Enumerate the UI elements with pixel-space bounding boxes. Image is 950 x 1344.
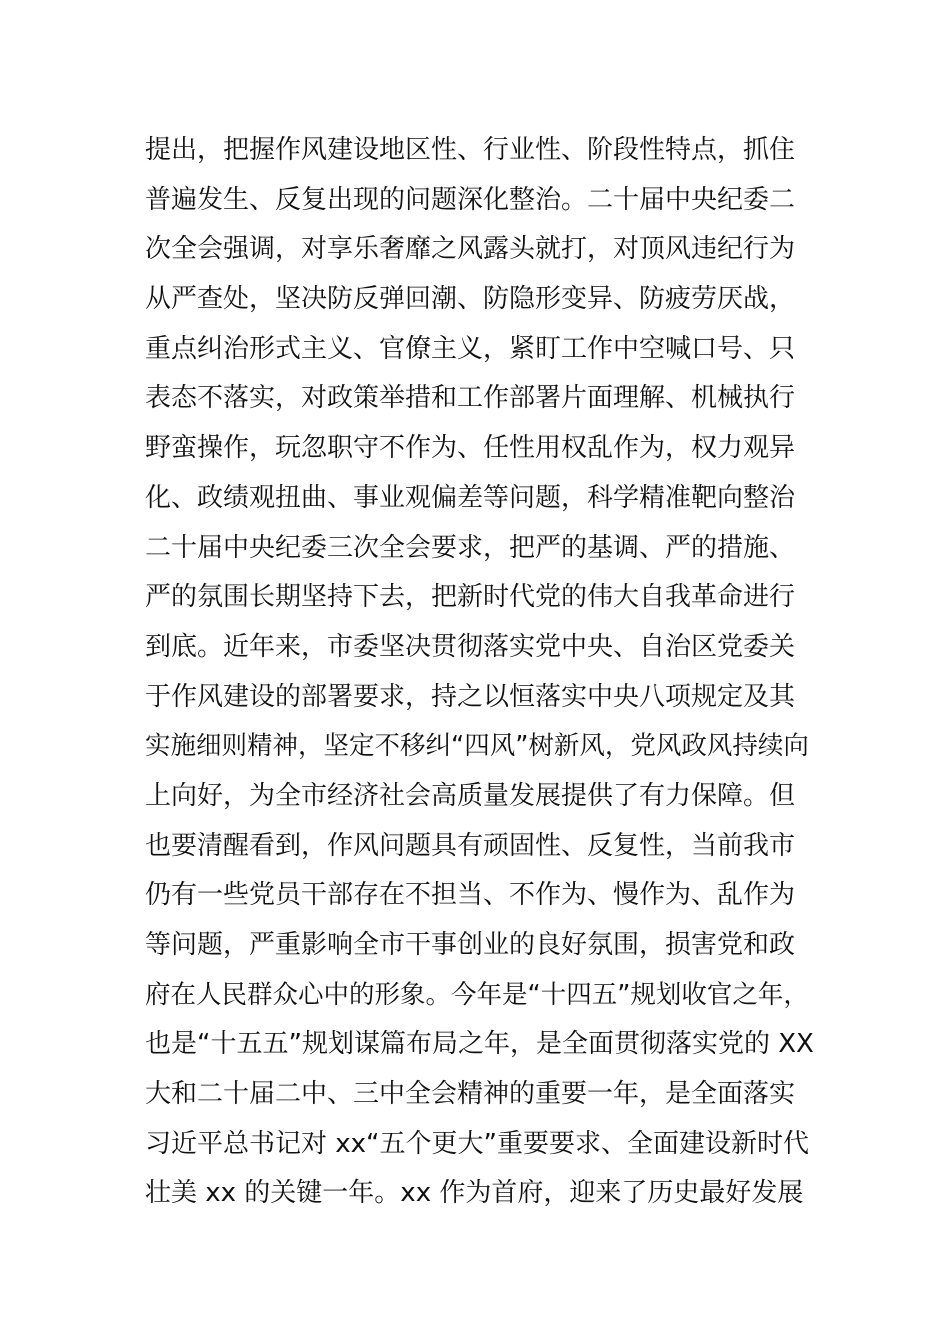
text-line-2: 普遍发生、反复出现的问题深化整治。二十届中央纪委二 (145, 184, 796, 215)
text-line-13: 实施细则精神，坚定不移纠“四风”树新风，党风政风持续向 (145, 731, 809, 762)
text-line-14: 上向好，为全市经济社会高质量发展提供了有力保障。但 (145, 780, 796, 811)
text-line-22: 壮美 xx 的关键一年。xx 作为首府，迎来了历史最好发展 (145, 1178, 804, 1209)
text-line-5: 重点纠治形式主义、官僚主义，紧盯工作中空喊口号、只 (145, 333, 796, 364)
text-line-17: 等问题，严重影响全市干事创业的良好氛围，损害党和政 (145, 930, 796, 960)
text-line-12: 于作风建设的部署要求，持之以恒落实中央八项规定及其 (145, 681, 796, 712)
text-line-3: 次全会强调，对享乐奢靡之风露头就打，对顶风违纪行为 (145, 234, 796, 265)
text-line-15: 也要清醒看到，作风问题具有顽固性、反复性，当前我市 (145, 830, 796, 861)
text-line-4: 从严查处，坚决防反弹回潮、防隐形变异、防疲劳厌战， (145, 284, 796, 315)
body-paragraph (145, 126, 815, 1219)
text-line-18: 府在人民群众心中的形象。今年是“十四五”规划收官之年， (145, 979, 809, 1010)
text-line-19: 也是“十五五”规划谋篇布局之年，是全面贯彻落实党的 XX (145, 1029, 814, 1060)
text-line-20: 大和二十届二中、三中全会精神的重要一年，是全面落实 (145, 1079, 796, 1110)
text-line-21: 习近平总书记对 xx“五个更大”重要要求、全面建设新时代 (145, 1128, 809, 1159)
text-line-1: 提出，把握作风建设地区性、行业性、阶段性特点，抓住 (145, 135, 796, 165)
text-line-8: 化、政绩观扭曲、事业观偏差等问题，科学精准靶向整治 (145, 482, 796, 513)
text-line-16: 仍有一些党员干部存在不担当、不作为、慢作为、乱作为 (145, 880, 796, 911)
text-line-7: 野蛮操作，玩忽职守不作为、任性用权乱作为，权力观异 (145, 433, 796, 464)
text-line-11: 到底。近年来，市委坚决贯彻落实党中央、自治区党委关 (145, 631, 796, 662)
text-line-10: 严的氛围长期坚持下去，把新时代党的伟大自我革命进行 (145, 582, 796, 613)
text-line-9: 二十届中央纪委三次全会要求，把严的基调、严的措施、 (145, 532, 796, 563)
text-line-6: 表态不落实，对政策举措和工作部署片面理解、机械执行 (145, 383, 796, 414)
